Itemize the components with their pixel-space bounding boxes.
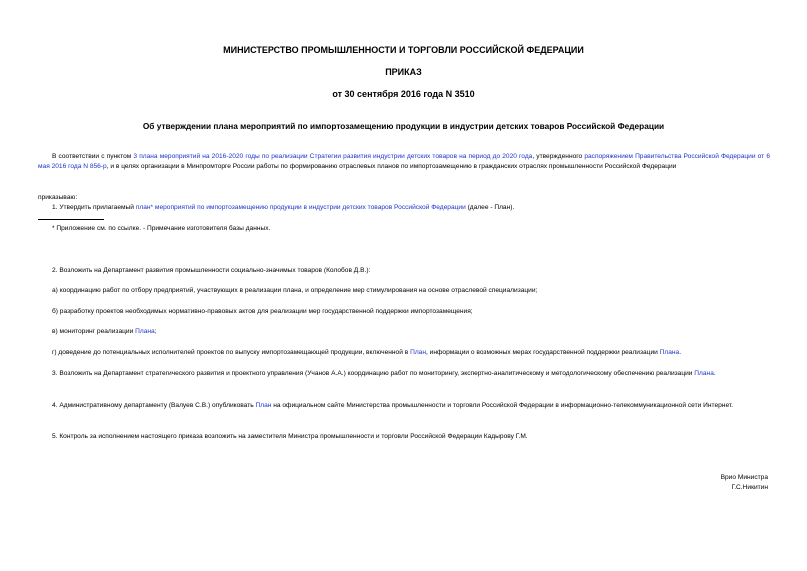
strategy-plan-link[interactable]: 3 плана мероприятий на 2016-2020 годы по реализации Стратегии развития индустрии детских товаров на период до 2020 года — [133, 153, 533, 160]
item-1 — [38, 203, 770, 213]
item-1-text-2: (далее - План). — [465, 204, 515, 211]
ministry-heading: МИНИСТЕРСТВО ПРОМЫШЛЕННОСТИ И ТОРГОВЛИ РОССИЙСКОЙ ФЕДЕРАЦИИ — [223, 45, 584, 55]
document-subject: Об утверждении плана мероприятий по импортозамещению продукции в индустрии детских товаров Российской Федерации — [142, 121, 665, 131]
footnote: * Приложение см. по ссылке. - Примечание изготовителя базы данных. — [52, 225, 271, 232]
item-2g-text-1: г) доведение до потенциальных исполнителей проектов по выпуску импортозамещающей продукции, включенной в — [52, 349, 411, 356]
item-2g-text-3: . — [679, 349, 682, 356]
item-3 — [38, 369, 770, 379]
plan-link[interactable]: план* мероприятий по импортозамещению продукции в индустрии детских товаров Российской Федерации — [135, 204, 466, 211]
item-4-text-2: на официальном сайте Министерства промышленности и торговли Российской Федерации в информационно-телекоммуникационной сети Интернет. — [271, 402, 734, 409]
item-2g-text-2: , информации о возможных мерах государственной поддержки реализации — [425, 349, 660, 356]
item-3-text-2: . — [713, 370, 716, 377]
order-word: приказываю: — [38, 194, 78, 201]
item-2: 2. Возложить на Департамент развития промышленности социально-значимых товаров (Колобов Д.В.): — [52, 267, 371, 274]
item-3-text-1: 3. Возложить на Департамент стратегического развития и проектного управления (Учанов А.А.) координацию работ по мониторингу, экспертно-аналитическому и методологическому обеспечению реализации — [52, 370, 695, 377]
item-2b: б) разработку проектов необходимых нормативно-правовых актов для реализации мер государственной поддержки импортозамещения; — [52, 308, 473, 315]
plan-link[interactable]: План — [410, 349, 426, 356]
document-date-number: от 30 сентября 2016 года N 3510 — [332, 89, 475, 99]
item-4 — [38, 401, 770, 411]
signatory-position: Врио Министра — [720, 474, 768, 481]
plan-link[interactable]: Плана — [659, 349, 680, 356]
item-2g — [38, 348, 770, 358]
government-order-link[interactable]: распоряжением Правительства Российской Федерации от 6 мая 2016 года N 856-р — [38, 153, 770, 170]
plan-link[interactable]: Плана — [135, 328, 155, 335]
item-2a: а) координацию работ по отбору предприятий, участвующих в реализации плана, и определение мер стимулирования на основе отраслевой специализации; — [52, 287, 538, 294]
item-2v-text-1: в) мониторинг реализации — [52, 328, 136, 335]
plan-link[interactable]: Плана — [694, 370, 714, 377]
item-5: 5. Контроль за исполнением настоящего приказа возложить на заместителя Министра промышленности и торговли Российской Федерации Кадырову Г.М. — [52, 433, 528, 440]
preamble-text-2: , утвержденного — [532, 153, 585, 160]
preamble-text-3: , и в целях организации в Минпромторге России работы по формированию отраслевых планов по импортозамещению в гражданских отраслях промышленности Российской Федерации — [106, 162, 677, 170]
preamble-text-1: В соответствии с пунктом — [52, 153, 134, 160]
plan-link[interactable]: План — [255, 402, 272, 409]
item-2v-text-2: ; — [154, 328, 157, 335]
signatory-name: Г.С.Никитин — [731, 484, 768, 491]
item-2v — [38, 327, 770, 337]
item-4-text-1: 4. Административному департаменту (Валуев С.В.) опубликовать — [52, 402, 256, 409]
footnote-separator — [38, 219, 104, 220]
document-type: ПРИКАЗ — [385, 67, 422, 77]
preamble-paragraph — [38, 152, 770, 171]
item-1-text-1: 1. Утвердить прилагаемый — [52, 204, 136, 211]
